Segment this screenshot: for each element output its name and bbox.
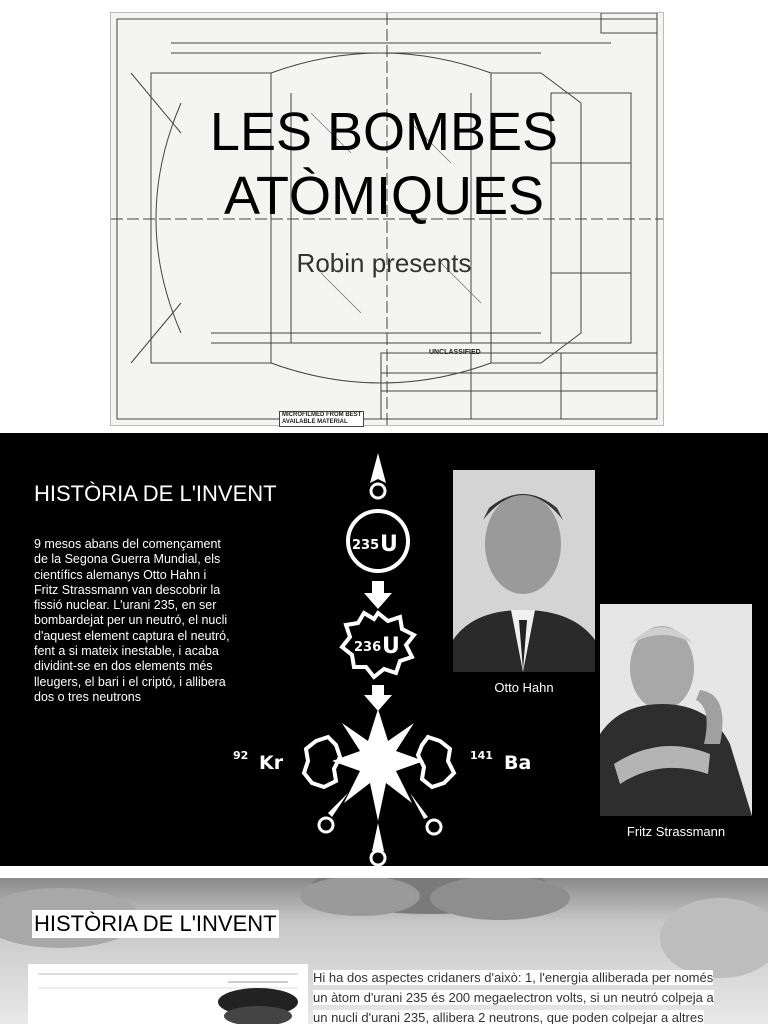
fission-burst-icon — [332, 709, 424, 821]
slide-body-text — [313, 968, 727, 1024]
neutron-trail-icon — [370, 453, 386, 483]
neutron-icon — [319, 818, 333, 832]
arrow-down-icon — [364, 581, 392, 609]
title-line-2: ATÒMIQUES — [223, 166, 545, 226]
slide-heading: HISTÒRIA DE L'INVENT — [34, 911, 277, 936]
neutron-icon — [427, 820, 441, 834]
ba-mass-label: 141 — [470, 749, 493, 762]
neutron-icon — [371, 484, 385, 498]
neutron-trail-icon — [410, 793, 428, 819]
u235-symbol-label: U — [380, 532, 398, 557]
fritz-strassmann-caption: Fritz Strassmann — [626, 824, 726, 839]
unclassified-stamp: UNCLASSIFIED — [429, 349, 481, 356]
slide-heading: HISTÒRIA DE L'INVENT — [34, 481, 277, 506]
title-line-1: LES BOMBES — [209, 102, 559, 162]
u236-mass-label: 236 — [354, 640, 382, 655]
barium-fragment-icon — [418, 737, 454, 787]
body-line: un àtom d'urani 235 és 200 megaelectron volts, si un neutró colpeja a — [313, 990, 714, 1005]
slide-subtitle: Robin presents — [296, 248, 472, 278]
neutron-trail-icon — [328, 793, 348, 817]
neutron-icon — [371, 851, 385, 865]
body-line: un nucli d'urani 235, allibera 2 neutrons, que poden colpejar a altres — [313, 1010, 704, 1024]
portrait-icon — [453, 470, 595, 672]
u235-mass-label: 235 — [352, 538, 380, 553]
u236-symbol-label: U — [382, 634, 400, 659]
slide-body-text: 9 mesos abans del començament de la Segona Guerra Mundial, els científics alemanys Otto Hahn i Fritz Strassmann van descobrir la fissió nuclear. L'urani 235, en ser bombardejat per un neutró, el nucli d'aquest element captura el neutró, fent a si mateix inestable, i acaba dividint-se en dos elements més lleugers, el bari i el criptó, i allibera dos o tres neutrons — [34, 537, 230, 704]
microfilm-note-line1: MICROFILMED FROM BEST — [282, 412, 362, 418]
diagram-icon — [28, 964, 308, 1024]
explosion-diagram-image — [28, 964, 308, 1024]
kr-symbol-label: Kr — [259, 752, 284, 774]
arrow-down-icon — [364, 685, 392, 711]
history-slide-2 — [0, 878, 768, 1024]
neutron-trail-icon — [372, 823, 384, 851]
kr-mass-label: 92 — [233, 749, 249, 762]
microfilm-note-line2: AVAILABLE MATERIAL — [282, 419, 348, 425]
ba-symbol-label: Ba — [504, 752, 532, 774]
portrait-icon — [600, 604, 752, 816]
otto-hahn-photo — [453, 470, 595, 672]
fritz-strassmann-photo — [600, 604, 752, 816]
krypton-fragment-icon — [304, 737, 340, 787]
body-line: Hi ha dos aspectes cridaners d'això: 1, l'energia alliberada per només — [313, 970, 714, 985]
slide-title — [0, 100, 768, 228]
history-slide — [0, 433, 768, 866]
otto-hahn-caption: Otto Hahn — [494, 680, 554, 695]
title-slide — [0, 0, 768, 432]
microfilm-note — [279, 411, 364, 427]
